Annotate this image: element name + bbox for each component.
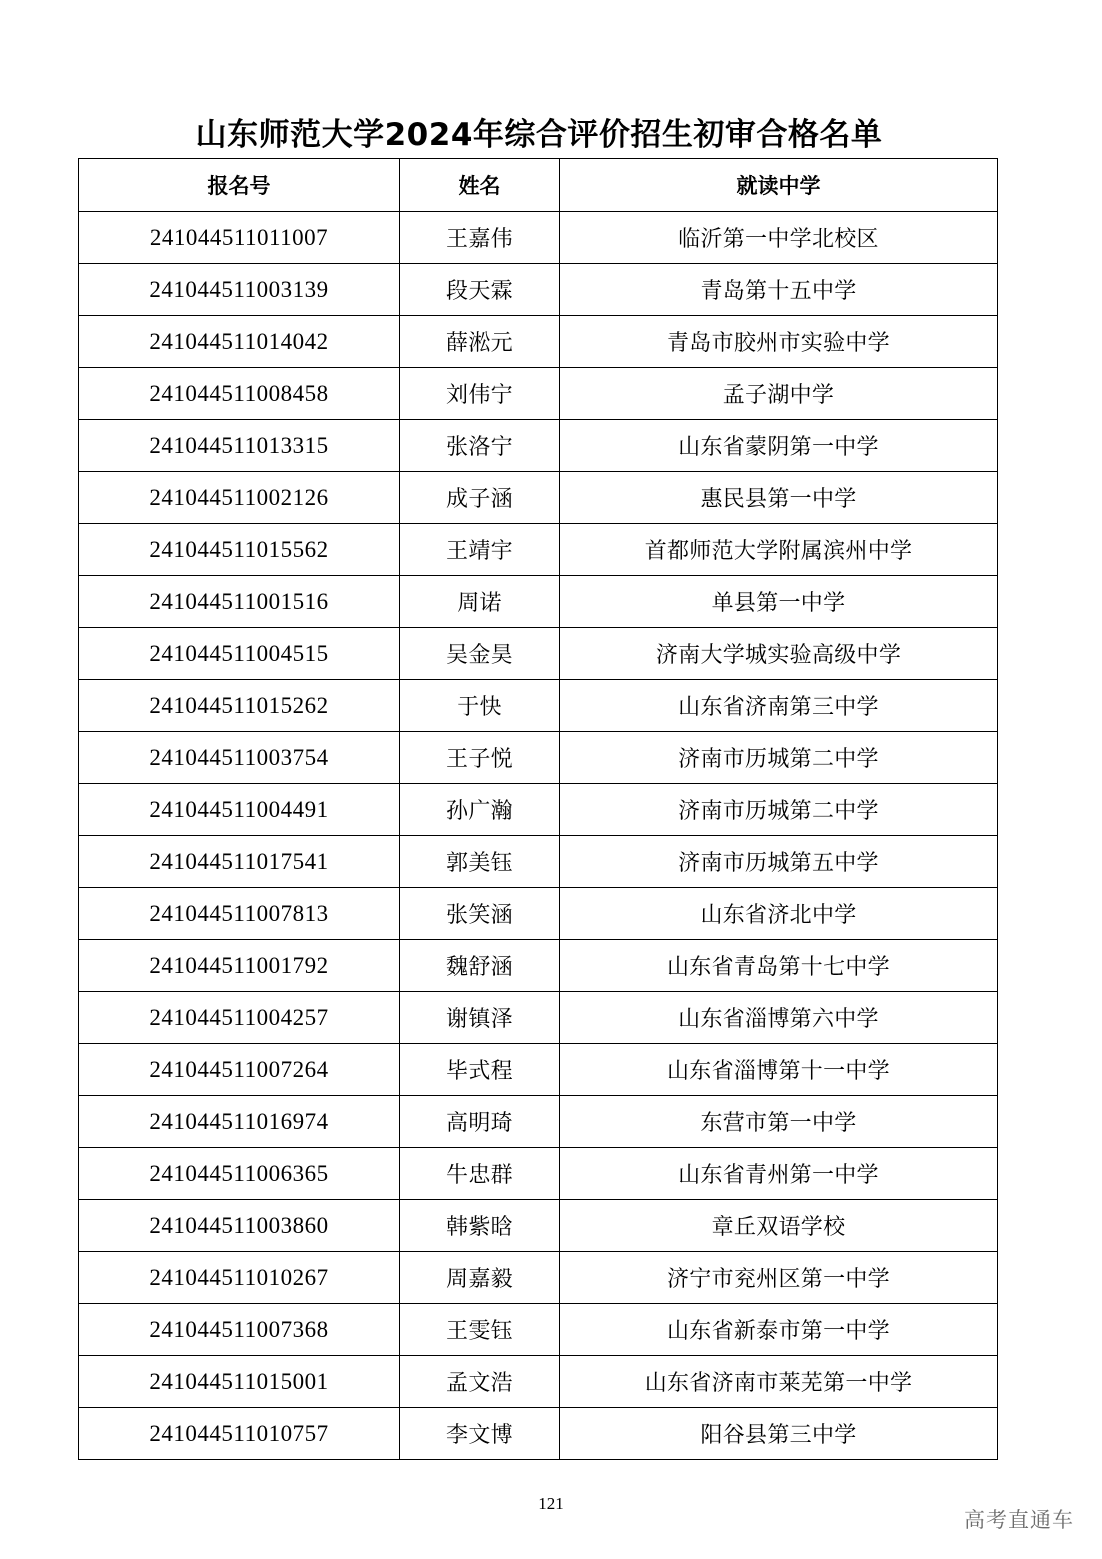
school-cell: 单县第一中学 [560,576,998,628]
student-name-cell: 吴金昊 [400,628,560,680]
table-row [79,316,998,368]
table-row [79,888,998,940]
registration-number-cell: 241044511003139 [79,264,400,316]
registration-number-cell: 241044511003754 [79,732,400,784]
table-row [79,1200,998,1252]
table-row [79,264,998,316]
document-title: 山东师范大学2024年综合评价招生初审合格名单 [195,117,883,153]
registration-number-cell: 241044511011007 [79,212,400,264]
school-cell: 山东省济南市莱芜第一中学 [560,1356,998,1408]
table-row [79,576,998,628]
table-row [79,940,998,992]
registration-number-cell: 241044511008458 [79,368,400,420]
school-cell: 山东省青岛第十七中学 [560,940,998,992]
school-cell: 首都师范大学附属滨州中学 [560,524,998,576]
registration-number-cell: 241044511014042 [79,316,400,368]
student-name-cell: 于快 [400,680,560,732]
watermark-text: 高考直通车 [964,1508,1074,1532]
school-cell: 山东省蒙阴第一中学 [560,420,998,472]
registration-number-cell: 241044511004515 [79,628,400,680]
student-name-cell: 毕式程 [400,1044,560,1096]
school-cell: 阳谷县第三中学 [560,1408,998,1460]
table-row [79,1044,998,1096]
student-name-cell: 高明琦 [400,1096,560,1148]
table-row [79,1252,998,1304]
school-cell: 青岛第十五中学 [560,264,998,316]
table-row [79,836,998,888]
header-registration-number: 报名号 [79,159,400,212]
table-row [79,212,998,264]
table-row [79,784,998,836]
registration-number-cell: 241044511001516 [79,576,400,628]
student-name-cell: 孙广瀚 [400,784,560,836]
student-name-cell: 牛忠群 [400,1148,560,1200]
school-cell: 山东省青州第一中学 [560,1148,998,1200]
table-row [79,368,998,420]
registration-number-cell: 241044511004491 [79,784,400,836]
registration-number-cell: 241044511015562 [79,524,400,576]
table-row [79,472,998,524]
table-row [79,732,998,784]
registration-number-cell: 241044511001792 [79,940,400,992]
table-row [79,1356,998,1408]
student-name-cell: 王靖宇 [400,524,560,576]
registration-number-cell: 241044511007813 [79,888,400,940]
table-row [79,628,998,680]
registration-number-cell: 241044511010267 [79,1252,400,1304]
student-name-cell: 薛淞元 [400,316,560,368]
student-name-cell: 韩紫晗 [400,1200,560,1252]
student-name-cell: 李文博 [400,1408,560,1460]
table-row [79,1148,998,1200]
student-name-cell: 王雯钰 [400,1304,560,1356]
header-name: 姓名 [400,159,560,212]
student-name-cell: 周诺 [400,576,560,628]
table-row [79,992,998,1044]
table-row [79,1096,998,1148]
school-cell: 惠民县第一中学 [560,472,998,524]
registration-number-cell: 241044511006365 [79,1148,400,1200]
table-row [79,1304,998,1356]
student-name-cell: 成子涵 [400,472,560,524]
school-cell: 章丘双语学校 [560,1200,998,1252]
registration-number-cell: 241044511015262 [79,680,400,732]
school-cell: 青岛市胶州市实验中学 [560,316,998,368]
student-name-cell: 周嘉毅 [400,1252,560,1304]
student-name-cell: 王子悦 [400,732,560,784]
registration-number-cell: 241044511015001 [79,1356,400,1408]
registration-number-cell: 241044511010757 [79,1408,400,1460]
school-cell: 济南大学城实验高级中学 [560,628,998,680]
table-body [79,212,998,1460]
school-cell: 东营市第一中学 [560,1096,998,1148]
school-cell: 济宁市兖州区第一中学 [560,1252,998,1304]
school-cell: 山东省济南第三中学 [560,680,998,732]
school-cell: 济南市历城第二中学 [560,784,998,836]
table-row [79,524,998,576]
student-name-cell: 谢镇泽 [400,992,560,1044]
school-cell: 济南市历城第二中学 [560,732,998,784]
student-name-cell: 魏舒涵 [400,940,560,992]
student-name-cell: 孟文浩 [400,1356,560,1408]
registration-number-cell: 241044511007264 [79,1044,400,1096]
student-name-cell: 张洛宁 [400,420,560,472]
registration-number-cell: 241044511016974 [79,1096,400,1148]
registration-number-cell: 241044511007368 [79,1304,400,1356]
table-header-row [79,159,998,212]
registration-number-cell: 241044511013315 [79,420,400,472]
student-name-cell: 郭美钰 [400,836,560,888]
student-name-cell: 王嘉伟 [400,212,560,264]
registration-number-cell: 241044511002126 [79,472,400,524]
table-row [79,420,998,472]
admission-list-table [78,158,998,1460]
school-cell: 孟子湖中学 [560,368,998,420]
page-number: 121 [538,1494,564,1513]
student-name-cell: 张笑涵 [400,888,560,940]
school-cell: 山东省淄博第六中学 [560,992,998,1044]
school-cell: 山东省淄博第十一中学 [560,1044,998,1096]
table-row [79,1408,998,1460]
table-row [79,680,998,732]
registration-number-cell: 241044511003860 [79,1200,400,1252]
school-cell: 济南市历城第五中学 [560,836,998,888]
school-cell: 山东省新泰市第一中学 [560,1304,998,1356]
registration-number-cell: 241044511017541 [79,836,400,888]
student-name-cell: 段天霖 [400,264,560,316]
header-school: 就读中学 [560,159,998,212]
registration-number-cell: 241044511004257 [79,992,400,1044]
student-name-cell: 刘伟宁 [400,368,560,420]
school-cell: 临沂第一中学北校区 [560,212,998,264]
school-cell: 山东省济北中学 [560,888,998,940]
